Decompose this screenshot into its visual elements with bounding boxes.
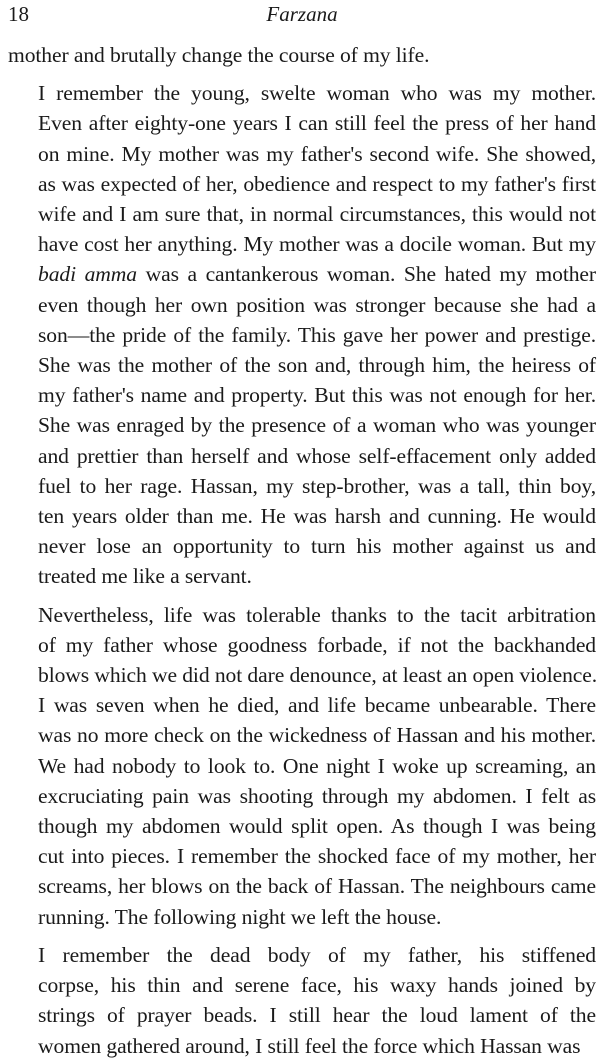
text-line: though my abdomen would split open. As though I was being [38,814,596,839]
paragraph [8,78,596,591]
text-line: I was seven when he died, and life became unbearable. There [38,693,596,718]
text-line: women gathered around, I still feel the force which Hassan was [38,1033,581,1058]
text-line: never lose an opportunity to turn his mother against us and [38,534,596,559]
body-text [8,40,596,1061]
text-line: wife and I am sure that, in normal circumstances, this would not [38,202,596,227]
text-line: Nevertheless, life was tolerable thanks to the tacit arbitration [38,602,596,627]
page-header [8,0,596,40]
text-line: cut into pieces. I remember the shocked face of my mother, her [38,844,596,869]
text-line: Even after eighty-one years I can still feel the press of her hand [38,111,596,136]
text-line: even though her own position was stronger because she had a [38,292,596,317]
text-line: badi amma was a cantankerous woman. She hated my mother [38,262,596,287]
text-line: I remember the dead body of my father, his stiffened [38,942,596,967]
text-line: as was expected of her, obedience and respect to my father's first [38,171,596,196]
text-line: on mine. My mother was my father's second wife. She showed, [38,141,596,166]
text-line: was no more check on the wickedness of Hassan and his mother. [38,723,596,748]
text-line: She was the mother of the son and, through him, the heiress of [38,353,596,378]
text-line: She was enraged by the presence of a woman who was younger [38,413,596,438]
text-line: my father's name and property. But this was not enough for her. [38,383,596,408]
text-line: excruciating pain was shooting through my abdomen. I felt as [38,783,596,808]
text-line: treated me like a servant. [38,564,252,589]
paragraph [8,940,596,1061]
page-number: 18 [8,2,29,26]
paragraph [8,40,596,70]
text-line: corpse, his thin and serene face, his waxy hands joined by [38,973,596,998]
paragraph [8,600,596,932]
text-line: fuel to her rage. Hassan, my step-brother, was a tall, thin boy, [38,473,596,498]
text-line: I remember the young, swelte woman who was my mother. [38,81,596,106]
text-line: mother and brutally change the course of my life. [8,43,430,67]
text-line: ten years older than me. He was harsh and cunning. He would [38,504,596,529]
text-line: son—the pride of the family. This gave her power and prestige. [38,322,596,347]
running-title: Farzana [266,2,338,26]
text-line: and prettier than herself and whose self-effacement only added [38,443,596,468]
text-line: blows which we did not dare denounce, at least an open violence. [38,663,598,688]
text-line: running. The following night we left the house. [38,904,442,929]
text-line: We had nobody to look to. One night I woke up screaming, an [38,753,596,778]
text-line: screams, her blows on the back of Hassan. The neighbours came [38,874,596,899]
text-line: strings of prayer beads. I still hear the loud lament of the [38,1003,596,1028]
text-line: have cost her anything. My mother was a docile woman. But my [38,232,596,257]
text-line: of my father whose goodness forbade, if not the backhanded [38,632,596,657]
